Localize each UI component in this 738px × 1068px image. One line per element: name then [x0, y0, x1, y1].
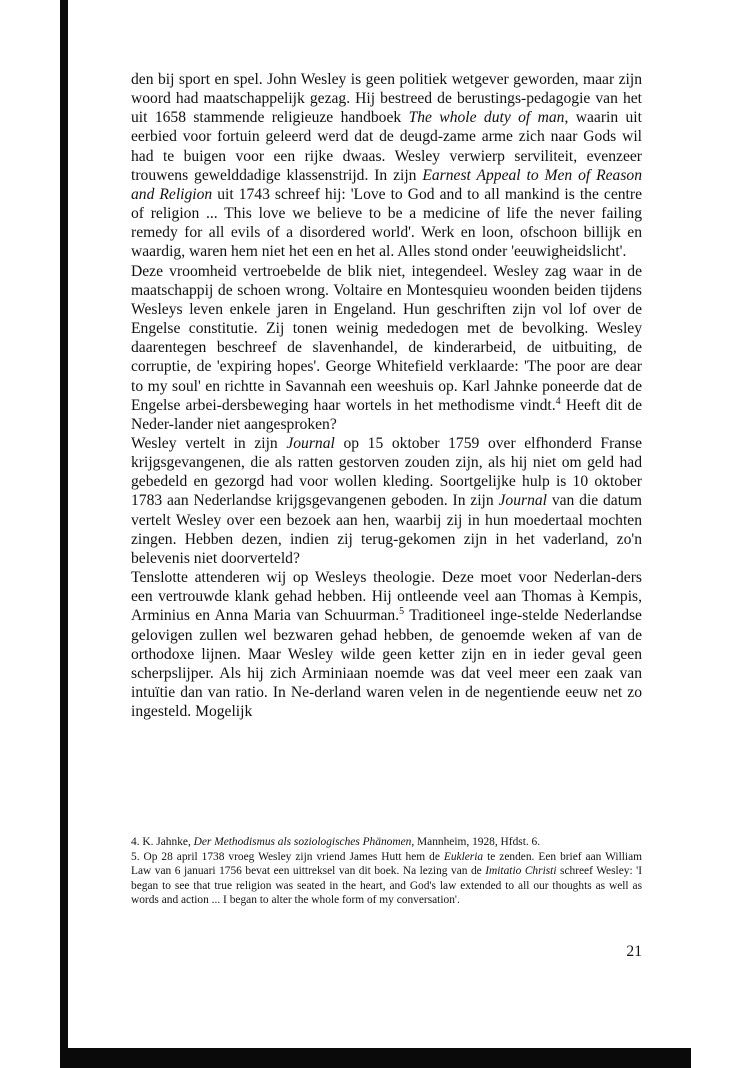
- text-run: den bij sport en spel. John Wesley is geen politiek wetgever geworden, maar zijn woord had maatschappelijk gezag. Hij bestreed de berustings-pedagogie van het uit 1658 stammende religieuze handboek: [131, 71, 642, 127]
- page-edge-shadow-left: [60, 0, 68, 1068]
- footnote-reference: 4: [555, 395, 561, 407]
- italic-title: Journal: [286, 434, 335, 452]
- text-run: uit 1743 schreef hij: 'Love to God and to all mankind is the centre of religion ... This love we believe to be a medicine of life the never failing remedy for all evils of a disordered world'. Werk en loon, ofschoon billijk en waardig, waren hem niet het een en het al. Alles stond onder 'eeuwigheidslicht'.: [131, 185, 642, 261]
- italic-title: Imitatio Christi: [485, 865, 557, 878]
- body-text: [131, 70, 642, 721]
- text-run: Wesley vertelt in zijn: [131, 434, 287, 452]
- paragraph: [131, 70, 642, 262]
- paragraph: [131, 568, 642, 721]
- text-run: , Mannheim, 1928, Hfdst. 6.: [411, 836, 541, 848]
- page-edge-shadow-bottom: [60, 1048, 691, 1068]
- italic-title: Earnest Appeal to Men of Reason and Religion: [131, 166, 642, 203]
- text-run: 5. Op 28 april 1738 vroeg Wesley zijn vriend James Hutt hem de: [131, 850, 444, 863]
- footnote: [131, 850, 642, 908]
- footnote-reference: 5: [399, 606, 405, 618]
- text-run: Heeft dit de Neder-lander niet aangesproken?: [131, 396, 642, 433]
- paragraph: [131, 434, 642, 568]
- footnote: [131, 835, 642, 850]
- paragraph: [131, 262, 642, 434]
- page-number: 21: [626, 943, 642, 960]
- text-run: van die datum vertelt Wesley over een bezoek aan hen, waarbij zij in hun moedertaal mochten zingen. Hebben dezen, indien zij terug-gekomen zijn in het vaderland, zo'n belevenis niet doorverteld?: [131, 492, 642, 567]
- text-run: op 15 oktober 1759 over elfhonderd Franse krijgsgevangenen, die als ratten gestorven zouden zijn, als hij niet om geld had gebedeld en gezorgd had voor wollen kleding. Soortgelijke hulp is 10 oktober 1783 aan Nederlandse krijgsgevangenen geboden. In zijn: [131, 434, 642, 510]
- footnotes: [131, 835, 642, 908]
- text-run: Tenslotte attenderen wij op Wesleys theologie. Deze moet voor Nederlan-ders een vertrouwde klank gehad hebben. Hij ontleende veel aan Thomas à Kempis, Arminius en Anna Maria van Schuurman.: [131, 569, 642, 625]
- text-run: Traditioneel inge-stelde Nederlandse gelovigen zullen wel bezwaren gehad hebben, de genoemde weken af van de orthodoxe lijnen. Maar Wesley wilde geen ketter zijn en in ieder geval geen scherpslijper. Als hij zich Arminiaan noemde was dat veel meer een zaak van intuïtie dan van ratio. In Ne-derland waren velen in de negentiende eeuw net zo ingesteld. Mogelijk: [131, 607, 642, 721]
- italic-title: Der Methodismus als soziologisches Phänomen: [193, 836, 412, 848]
- italic-title: Journal: [498, 492, 548, 510]
- text-run: 4. K. Jahnke,: [131, 836, 194, 848]
- text-run: , waarin uit eerbied voor fortuin geleerd werd dat de deugd-zame arme zich naar Gods wil had te buigen voor een rijke dwaas. Wesley verwierp serviliteit, evenzeer trouwens gewelddadige klassenstrijd. In zijn: [131, 109, 642, 184]
- text-run: te zenden. Een brief aan William Law van 6 januari 1756 bevat een uittreksel van dit boek. Na lezing van de: [131, 850, 642, 878]
- text-run: schreef Wesley: 'I began to see that true religion was seated in the heart, and God's law extended to all our thoughts as well as words and action ... I began to alter the whole form of my conversation'.: [131, 865, 642, 907]
- italic-title: The whole duty of man: [408, 109, 565, 127]
- text-run: Deze vroomheid vertroebelde de blik niet, integendeel. Wesley zag waar in de maatschappij de schoen wrong. Voltaire en Montesquieu woonden beiden tijdens Wesleys leven enkele jaren in Engeland. Hun geschriften zijn vol lof over de Engelse constitutie. Zij tonen weinig mededogen met de bevolking. Wesley daarentegen beschreef de slavenhandel, de kinderarbeid, de uitbuiting, de corruptie, de 'expiring hopes'. George Whitefield verklaarde: 'The poor are dear to my soul' en richtte in Savannah een weeshuis op. Karl Jahnke poneerde dat de Engelse arbei-dersbeweging haar wortels in het methodisme vindt.: [131, 262, 642, 414]
- italic-title: Eukleria: [443, 850, 484, 863]
